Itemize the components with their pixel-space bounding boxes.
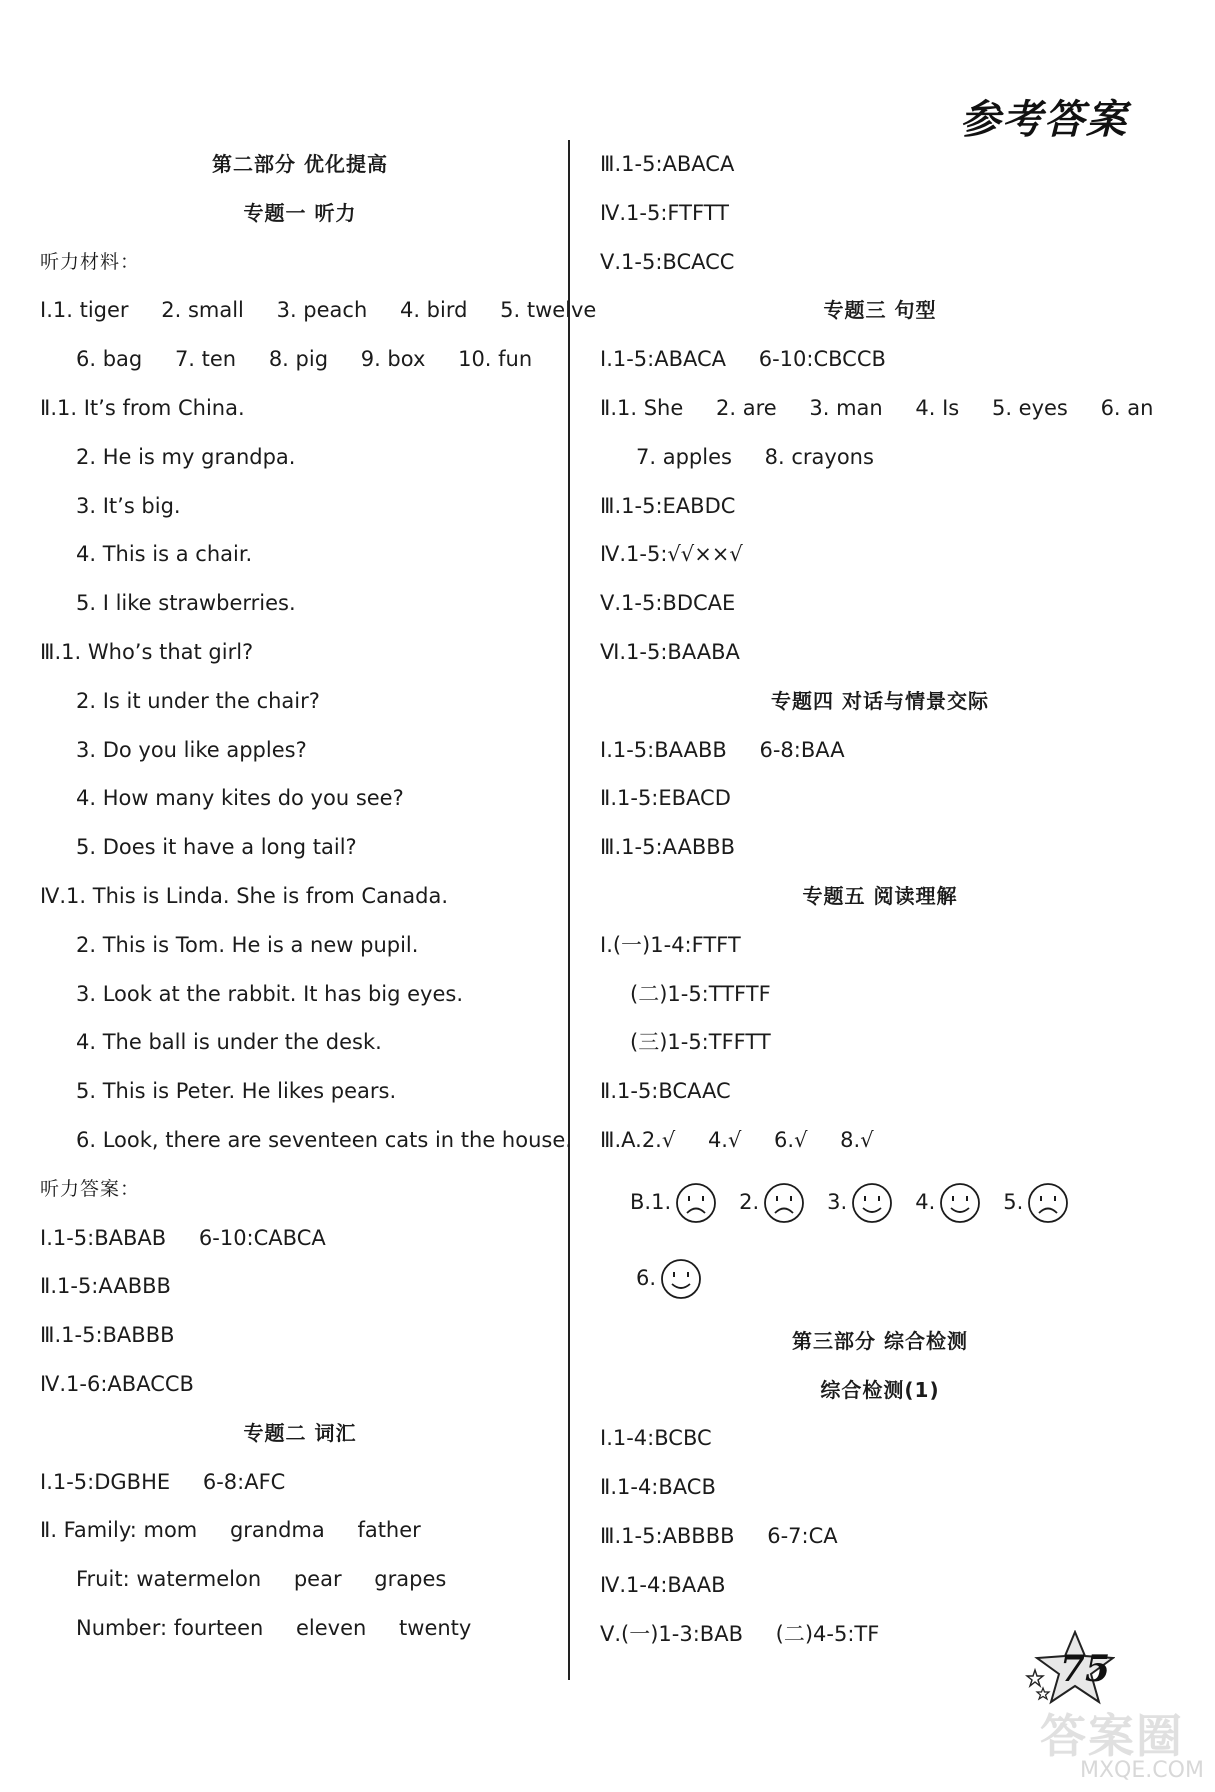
material-line: 4. How many kites do you see? bbox=[76, 786, 404, 811]
answer-item: father bbox=[357, 1518, 421, 1543]
answer-line: Ⅴ.1-5:BCACC bbox=[600, 249, 735, 274]
page-number: 75 bbox=[1060, 1648, 1111, 1690]
column-divider bbox=[568, 140, 570, 1680]
answer-line: Ⅱ.1-5:AABBB bbox=[40, 1274, 171, 1299]
material-line: 4. The ball is under the desk. bbox=[76, 1030, 382, 1055]
answer-line: Ⅲ.1-5:ABACA bbox=[600, 152, 735, 176]
material-line: 6. Look, there are seventeen cats in the house. bbox=[76, 1127, 572, 1152]
answer-item: pear bbox=[293, 1567, 342, 1592]
answer-item: Ⅰ.1-5:DGBHE bbox=[40, 1469, 171, 1494]
material-item: 7. ten bbox=[174, 347, 237, 372]
material-line: 3. Do you like apples? bbox=[76, 737, 307, 762]
material-line: 2. He is my grandpa. bbox=[76, 444, 296, 469]
material-line: Ⅲ.1. Who’s that girl? bbox=[40, 639, 254, 664]
material-line: 5. Does it have a long tail? bbox=[76, 835, 357, 860]
answer-item: 6-10:CABCA bbox=[198, 1225, 326, 1250]
page-header-title: 参考答案 bbox=[960, 96, 1128, 143]
answer-item: 6-7:CA bbox=[767, 1523, 838, 1548]
answer-line: (二)1-5:TTFTF bbox=[630, 981, 771, 1006]
watermark-url: MXQE.COM bbox=[1080, 1758, 1204, 1783]
answers-label: 听力答案： bbox=[40, 1177, 141, 1200]
answer-item: 7. apples bbox=[636, 444, 732, 469]
material-line: Ⅱ.1. It’s from China. bbox=[40, 395, 245, 420]
answer-line bbox=[600, 433, 1160, 482]
material-line: 2. Is it under the chair? bbox=[76, 688, 320, 713]
material-line: 3. It’s big. bbox=[76, 493, 181, 518]
answer-item: Number: fourteen bbox=[76, 1615, 264, 1640]
answer-line bbox=[600, 335, 1160, 384]
part3-title: 第三部分 综合检测 bbox=[792, 1328, 968, 1353]
answer-item: Ⅰ.1-5:BABAB bbox=[40, 1225, 167, 1250]
watermark-text: 答案圈 bbox=[1040, 1709, 1184, 1763]
answer-item: 2. are bbox=[715, 395, 777, 420]
answer-item: Ⅰ.1-5:BAABB bbox=[600, 737, 727, 762]
face-answer bbox=[636, 1254, 702, 1303]
materials-label: 听力材料： bbox=[40, 250, 141, 273]
face-label: 6. bbox=[636, 1266, 657, 1291]
answer-line bbox=[40, 1604, 560, 1653]
answer-line: Ⅲ.1-5:EABDC bbox=[600, 493, 736, 518]
face-answer bbox=[1003, 1178, 1069, 1227]
face-answer bbox=[827, 1178, 893, 1227]
material-line: 5. This is Peter. He likes pears. bbox=[76, 1079, 397, 1104]
answer-item: 6-10:CBCCB bbox=[758, 347, 886, 372]
sad-face-icon bbox=[1027, 1182, 1069, 1224]
material-line: Ⅳ.1. This is Linda. She is from Canada. bbox=[40, 883, 449, 908]
right-column bbox=[600, 140, 1160, 1658]
answer-item: Fruit: watermelon bbox=[76, 1567, 262, 1592]
topic1-title: 专题一 听力 bbox=[243, 200, 357, 225]
smiley-face-icon bbox=[660, 1258, 702, 1300]
answer-item: 3. man bbox=[809, 395, 883, 420]
material-item: 10. fun bbox=[458, 347, 533, 372]
answer-item: eleven bbox=[296, 1615, 367, 1640]
face-label: B.1. bbox=[630, 1190, 672, 1215]
answer-item: 6.√ bbox=[774, 1127, 808, 1152]
left-column bbox=[40, 140, 597, 1653]
answer-line: Ⅳ.1-5:FTFTT bbox=[600, 200, 729, 225]
face-label: 2. bbox=[739, 1190, 760, 1215]
answer-line: Ⅱ.1-4:BACB bbox=[600, 1475, 716, 1500]
answer-line bbox=[40, 1555, 560, 1604]
answer-line bbox=[600, 384, 1160, 433]
material-line: 3. Look at the rabbit. It has big eyes. bbox=[76, 981, 464, 1006]
topic3-title: 专题三 句型 bbox=[823, 298, 937, 323]
answer-line: Ⅵ.1-5:BAABA bbox=[600, 639, 740, 664]
answer-item: 4. Is bbox=[915, 395, 960, 420]
answer-line: Ⅳ.1-4:BAAB bbox=[600, 1572, 726, 1597]
material-item: 9. box bbox=[360, 347, 426, 372]
material-item: 8. pig bbox=[268, 347, 329, 372]
answer-line: Ⅳ.1-6:ABACCB bbox=[40, 1371, 194, 1396]
material-item: 4. bird bbox=[399, 298, 468, 323]
answer-item: 6. an bbox=[1100, 395, 1154, 420]
faces-row bbox=[600, 1241, 1160, 1317]
answer-item: Ⅲ.A.2.√ bbox=[600, 1127, 676, 1152]
answer-item: 8.√ bbox=[840, 1127, 874, 1152]
material-item: Ⅰ.1. tiger bbox=[40, 298, 129, 323]
answer-item: 5. eyes bbox=[991, 395, 1068, 420]
answer-item: Ⅴ.(一)1-3:BAB bbox=[600, 1621, 743, 1646]
faces-row bbox=[600, 1165, 1160, 1241]
answer-line: Ⅱ.1-5:EBACD bbox=[600, 786, 731, 811]
answer-line bbox=[600, 1512, 1160, 1561]
answer-item: grandma bbox=[229, 1518, 325, 1543]
answer-item: 6-8:BAA bbox=[759, 737, 845, 762]
answer-item: grapes bbox=[374, 1567, 447, 1592]
smiley-face-icon bbox=[851, 1182, 893, 1224]
material-line: 4. This is a chair. bbox=[76, 542, 253, 567]
answer-item: 6-8:AFC bbox=[202, 1469, 286, 1494]
topic4-title: 专题四 对话与情景交际 bbox=[771, 688, 989, 713]
answer-item: Ⅱ.1. She bbox=[600, 395, 684, 420]
material-item: 6. bag bbox=[76, 347, 143, 372]
answer-line: Ⅰ.1-4:BCBC bbox=[600, 1426, 712, 1451]
part-title: 第二部分 优化提高 bbox=[212, 152, 388, 176]
test1-title: 综合检测(1) bbox=[820, 1377, 940, 1402]
face-answer bbox=[630, 1178, 717, 1227]
face-label: 3. bbox=[827, 1190, 848, 1215]
material-item: 2. small bbox=[161, 298, 244, 323]
material-line: 2. This is Tom. He is a new pupil. bbox=[76, 932, 419, 957]
answer-item: 8. crayons bbox=[764, 444, 874, 469]
answer-item: Ⅱ. Family: mom bbox=[40, 1518, 198, 1543]
face-answer bbox=[739, 1178, 805, 1227]
answer-line: Ⅱ.1-5:BCAAC bbox=[600, 1079, 731, 1104]
face-answer bbox=[915, 1178, 981, 1227]
answer-item: 4.√ bbox=[707, 1127, 742, 1152]
material-line bbox=[40, 335, 560, 384]
answer-line: Ⅰ.(一)1-4:FTFT bbox=[600, 932, 741, 957]
answer-item: twenty bbox=[399, 1615, 472, 1640]
material-line bbox=[40, 286, 597, 335]
material-item: 3. peach bbox=[276, 298, 368, 323]
answer-line bbox=[600, 1116, 1160, 1165]
material-line: 5. I like strawberries. bbox=[76, 591, 296, 616]
answer-line bbox=[40, 1506, 560, 1555]
face-label: 4. bbox=[915, 1190, 936, 1215]
answer-line bbox=[40, 1214, 560, 1263]
face-label: 5. bbox=[1003, 1190, 1024, 1215]
answer-item: (二)4-5:TF bbox=[775, 1621, 880, 1646]
material-item: 5. twelve bbox=[500, 298, 597, 323]
answer-item: Ⅰ.1-5:ABACA bbox=[600, 347, 727, 372]
answer-line: (三)1-5:TFFTT bbox=[630, 1030, 771, 1055]
topic2-title: 专题二 词汇 bbox=[243, 1420, 357, 1445]
answer-line: Ⅲ.1-5:AABBB bbox=[600, 835, 736, 860]
topic5-title: 专题五 阅读理解 bbox=[802, 883, 958, 908]
answer-line bbox=[40, 1458, 560, 1507]
answer-line: Ⅳ.1-5:√√××√ bbox=[600, 542, 743, 567]
sad-face-icon bbox=[763, 1182, 805, 1224]
sad-face-icon bbox=[675, 1182, 717, 1224]
answer-item: Ⅲ.1-5:ABBBB bbox=[600, 1523, 735, 1548]
smiley-face-icon bbox=[939, 1182, 981, 1224]
answer-line bbox=[600, 726, 1160, 775]
answer-line: Ⅲ.1-5:BABBB bbox=[40, 1323, 175, 1348]
answer-line: Ⅴ.1-5:BDCAE bbox=[600, 591, 736, 616]
